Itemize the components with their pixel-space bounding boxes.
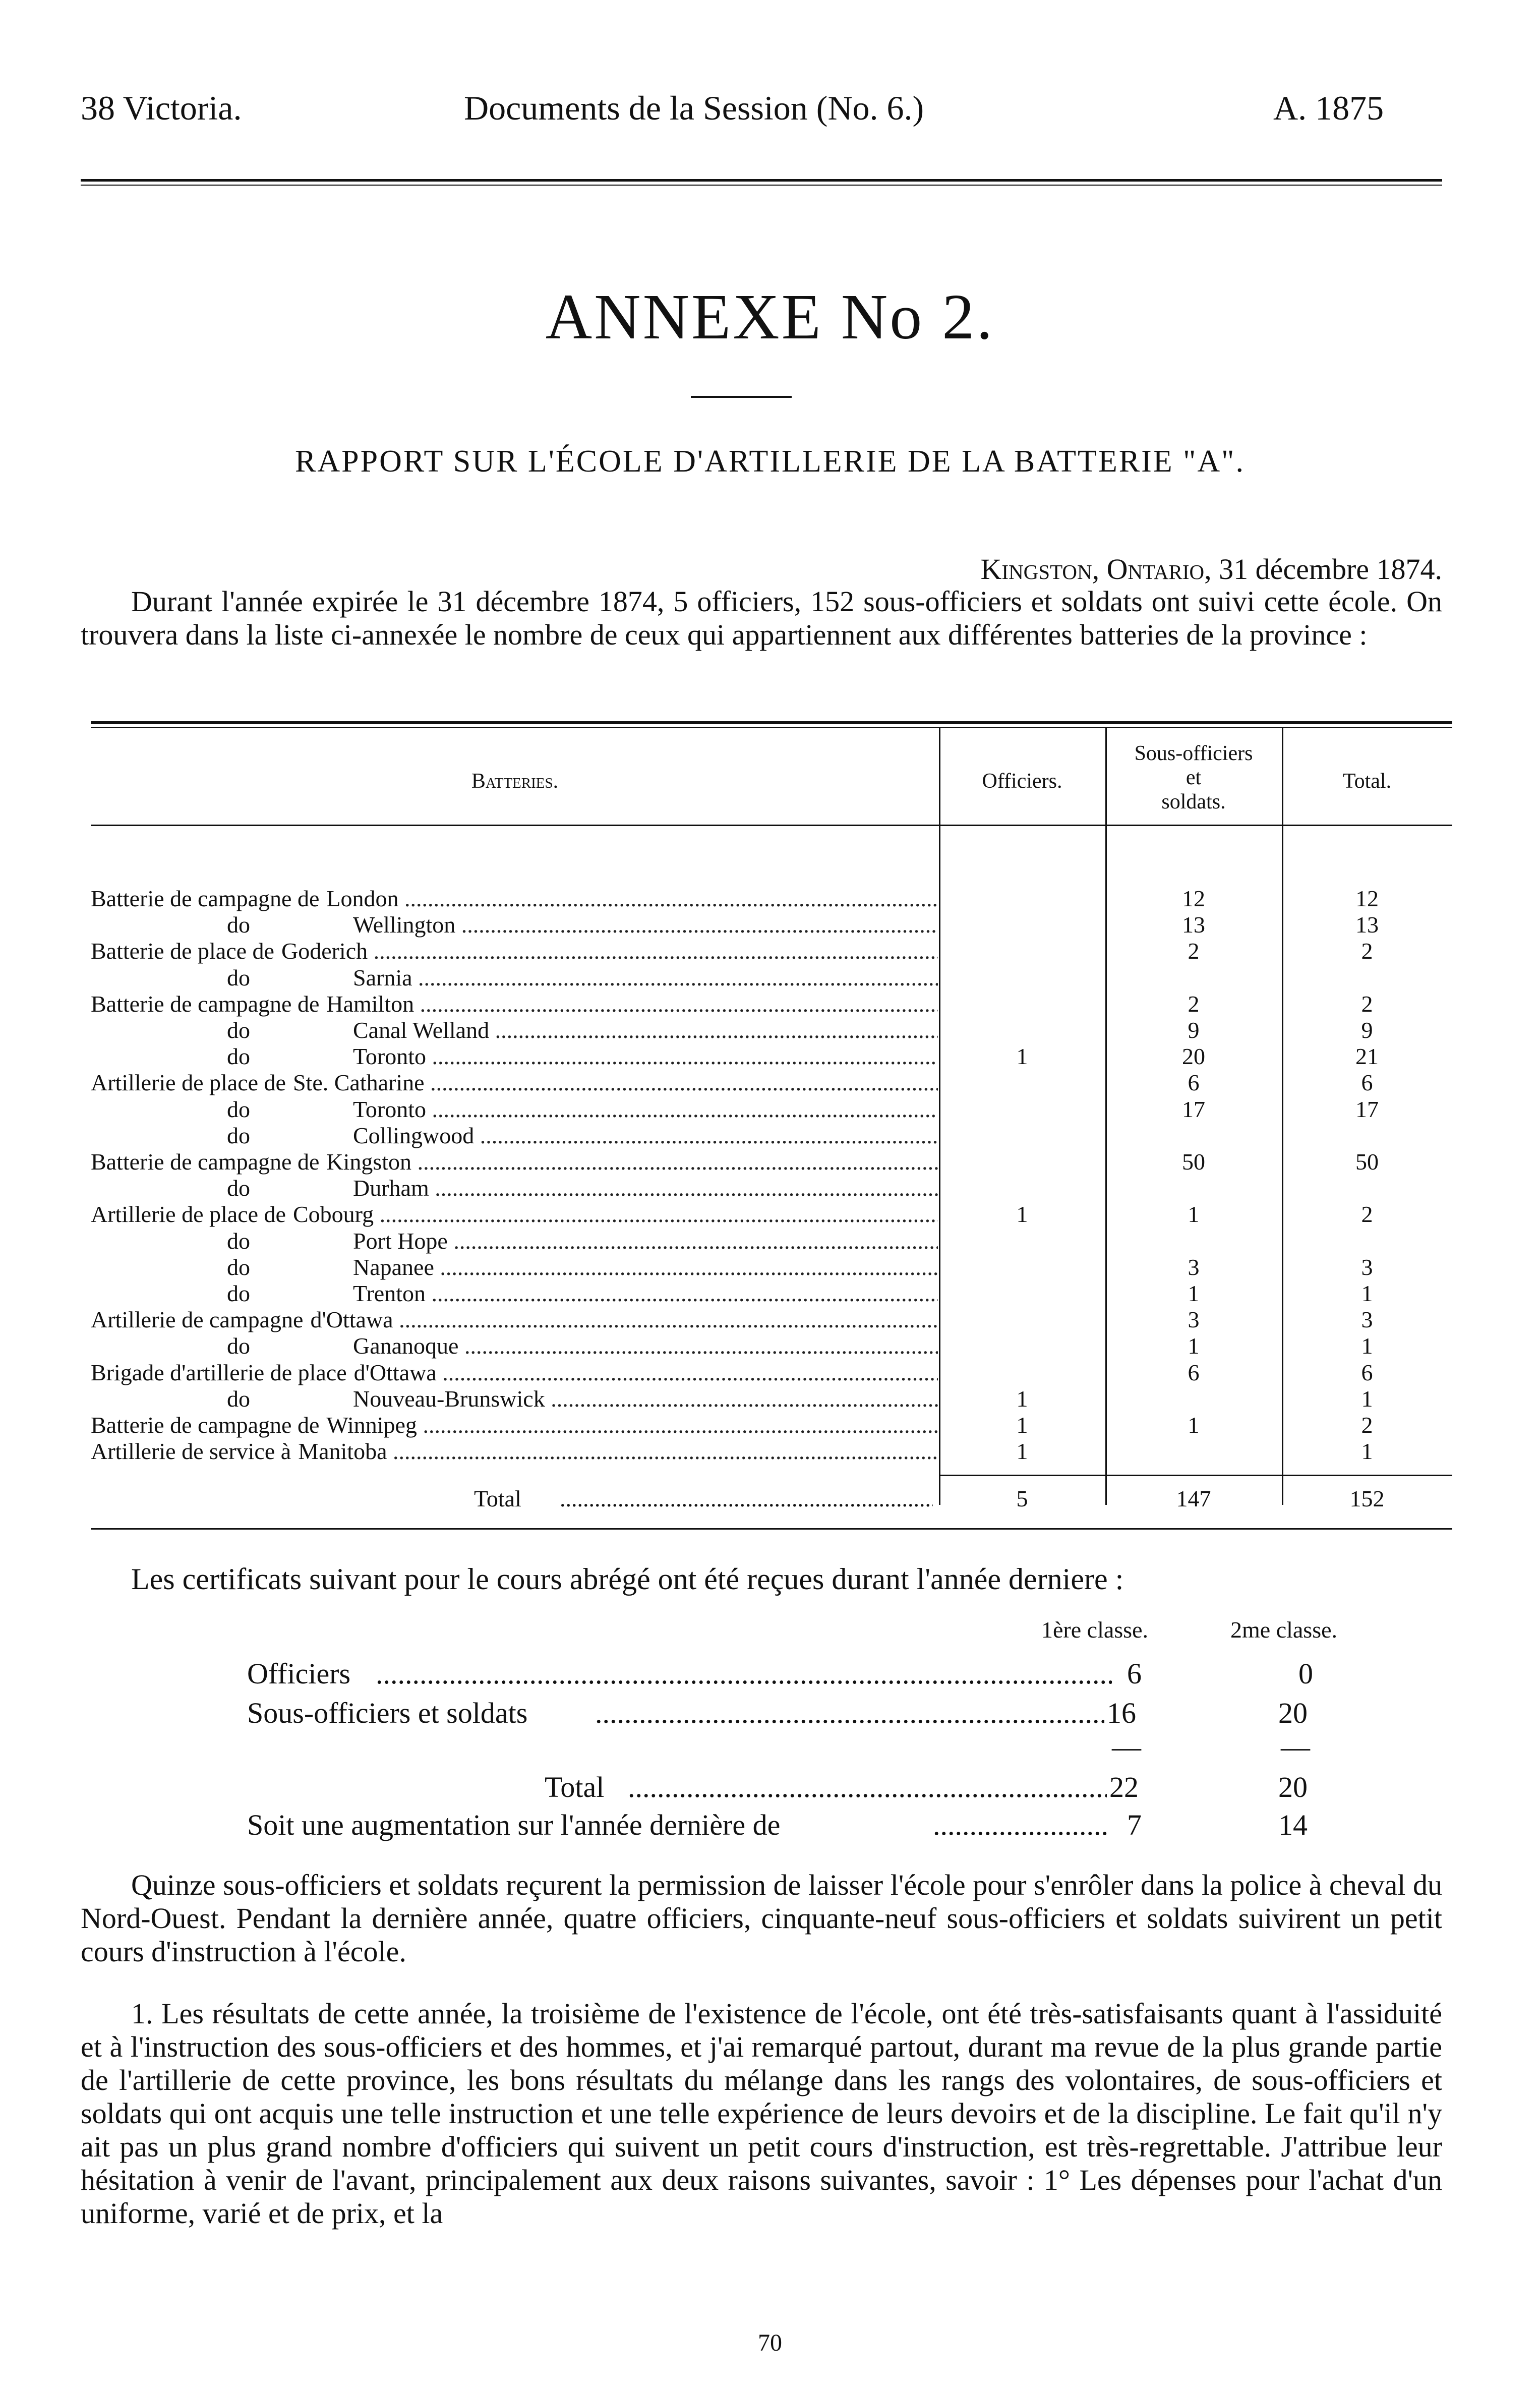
- row-total: 1: [1361, 1438, 1373, 1465]
- row-nco: 9: [1188, 1017, 1200, 1043]
- cert-row-officers-c1: 6: [1127, 1657, 1142, 1690]
- cert-dash-c2: —: [1281, 1730, 1310, 1763]
- row-nco: 1: [1188, 1280, 1200, 1306]
- table-row: [91, 1069, 1452, 1095]
- row-name: [91, 885, 938, 912]
- row-prefix: Artillerie de place de: [91, 1070, 286, 1096]
- table-row: [91, 1043, 1452, 1069]
- row-name: [91, 1359, 938, 1386]
- row-name: [91, 938, 938, 964]
- total-row-label: Total: [474, 1486, 521, 1511]
- cert-dash-c1: —: [1112, 1730, 1141, 1763]
- total-row-leader: [560, 1485, 933, 1512]
- cert-increase-label: Soit une augmentation sur l'année dernière de: [247, 1809, 781, 1841]
- header-nco-line2: et: [1186, 766, 1202, 789]
- title-divider: [691, 396, 792, 398]
- cert-col2-header: 2me classe.: [1230, 1617, 1338, 1643]
- row-total: 6: [1361, 1070, 1373, 1096]
- table-rule-top-thin: [91, 727, 1452, 728]
- row-name: [91, 1228, 938, 1254]
- cert-total-label: Total: [545, 1771, 605, 1803]
- row-total: 2: [1361, 938, 1373, 964]
- cert-increase-leader: [933, 1808, 1107, 1842]
- total-total: 152: [1349, 1486, 1385, 1511]
- row-name: [91, 1043, 938, 1070]
- dateline: [746, 552, 1442, 586]
- row-total: 17: [1355, 1096, 1379, 1122]
- row-total: 9: [1361, 1017, 1373, 1043]
- row-total: 1: [1361, 1280, 1373, 1306]
- row-place: Cobourg: [292, 1201, 374, 1228]
- total-nco: 147: [1176, 1486, 1211, 1511]
- table-row: [91, 1254, 1452, 1280]
- table-row: [91, 1385, 1452, 1412]
- row-place: Goderich: [281, 938, 368, 964]
- table-row: [91, 964, 1452, 990]
- row-name: [91, 1201, 938, 1228]
- table-row: [91, 1175, 1452, 1201]
- row-name: [91, 1122, 938, 1149]
- header-nco-line3: soldats.: [1161, 790, 1226, 813]
- table-row: [91, 1122, 1452, 1148]
- row-officers: 1: [1016, 1385, 1028, 1412]
- row-place: Trenton: [353, 1280, 426, 1306]
- row-total: 1: [1361, 1385, 1373, 1412]
- table-row: [91, 885, 1452, 911]
- row-place: d'Ottawa: [310, 1307, 393, 1333]
- table-row: [91, 1017, 1452, 1043]
- total-officers: 5: [1016, 1486, 1028, 1511]
- row-total: 50: [1355, 1149, 1379, 1175]
- row-prefix: do: [227, 1333, 250, 1359]
- intro-paragraph: Durant l'année expirée le 31 décembre 1874, 5 officiers, 152 sous-officiers et soldats ont suivi cette école. On trouvera dans la liste ci-annexée le nombre de ceux qui appartiennent aux différentes batteries de la province :: [81, 585, 1442, 651]
- table-rule-top: [91, 721, 1452, 724]
- row-total: 3: [1361, 1254, 1373, 1280]
- row-name: [91, 1254, 938, 1280]
- row-prefix: Brigade d'artillerie de place: [91, 1359, 347, 1385]
- row-officers: 1: [1016, 1043, 1028, 1070]
- header-nco: [1105, 741, 1282, 814]
- header-center: Documents de la Session (No. 6.): [464, 89, 924, 127]
- row-nco: 2: [1188, 990, 1200, 1017]
- row-name: [91, 1438, 938, 1465]
- row-prefix: do: [227, 1017, 250, 1043]
- row-total: 2: [1361, 1412, 1373, 1438]
- cert-total-c1: 22: [1109, 1771, 1139, 1803]
- row-prefix: Batterie de campagne de: [91, 1412, 320, 1438]
- dateline-place: Kingston, Ontario,: [980, 553, 1212, 586]
- row-officers: 1: [1016, 1201, 1028, 1228]
- row-place: London: [326, 886, 399, 911]
- table-row: [91, 1096, 1452, 1122]
- row-place: Toronto: [353, 1043, 426, 1070]
- cert-row-nco-label: Sous-officiers et soldats: [247, 1697, 528, 1729]
- row-name: [91, 1412, 938, 1438]
- row-place: Gananoque: [353, 1333, 459, 1359]
- row-nco: 13: [1182, 912, 1205, 938]
- row-total: 2: [1361, 1201, 1373, 1228]
- table-header-rule: [91, 825, 1452, 826]
- row-name: [91, 1175, 938, 1201]
- row-nco: 17: [1182, 1096, 1205, 1122]
- row-prefix: do: [227, 1228, 250, 1254]
- row-officers: 1: [1016, 1412, 1028, 1438]
- table-row: [91, 1201, 1452, 1227]
- row-place: Hamilton: [326, 990, 414, 1017]
- table-row: [91, 938, 1452, 964]
- table-row: [91, 1306, 1452, 1332]
- row-nco: 20: [1182, 1043, 1205, 1070]
- row-total: 21: [1355, 1043, 1379, 1070]
- row-name: [91, 1017, 938, 1043]
- cert-row-officers-leader: [376, 1657, 1112, 1690]
- report-title: RAPPORT SUR L'ÉCOLE D'ARTILLERIE DE LA BATTERIE "A".: [294, 444, 1245, 479]
- row-name: [91, 1385, 938, 1412]
- row-prefix: do: [227, 1122, 250, 1148]
- row-nco: 12: [1182, 886, 1205, 911]
- row-place: Winnipeg: [326, 1412, 417, 1438]
- row-place: Toronto: [353, 1096, 426, 1122]
- batteries-table: [91, 721, 1452, 1543]
- row-place: Port Hope: [353, 1228, 448, 1254]
- row-place: Canal Welland: [353, 1017, 490, 1043]
- cert-total-c2: 20: [1278, 1771, 1308, 1803]
- row-prefix: Batterie de campagne de: [91, 1149, 320, 1175]
- table-row: [91, 911, 1452, 938]
- row-nco: 6: [1188, 1070, 1200, 1096]
- cert-total-leader: [628, 1770, 1107, 1804]
- row-nco: 50: [1182, 1149, 1205, 1175]
- annex-title: ANNEXE No 2.: [545, 281, 995, 353]
- cert-increase-c1: 7: [1127, 1809, 1142, 1841]
- header-total: Total.: [1342, 770, 1392, 793]
- row-name: [91, 1096, 938, 1123]
- table-total-rule: [939, 1475, 1452, 1476]
- table-body: [91, 885, 1452, 1465]
- row-prefix: do: [227, 1385, 250, 1412]
- row-total: 13: [1355, 912, 1379, 938]
- row-prefix: Artillerie de service à: [91, 1438, 291, 1465]
- row-prefix: do: [227, 1254, 250, 1280]
- row-prefix: Artillerie de place de: [91, 1201, 286, 1228]
- row-place: Ste. Catharine: [292, 1070, 425, 1096]
- dateline-date: 31 décembre 1874.: [1219, 553, 1442, 586]
- cert-col1-header: 1ère classe.: [1041, 1617, 1148, 1643]
- row-prefix: Batterie de campagne de: [91, 886, 320, 911]
- cert-row-nco-c1: 16: [1107, 1697, 1136, 1729]
- header-rule-bottom: [81, 185, 1442, 186]
- row-place: Durham: [353, 1175, 429, 1201]
- row-prefix: do: [227, 1175, 250, 1201]
- header-officers: Officiers.: [982, 770, 1062, 793]
- row-place: Sarnia: [353, 964, 412, 990]
- row-name: [91, 911, 938, 938]
- row-total: 2: [1361, 990, 1373, 1017]
- row-name: [91, 1148, 938, 1175]
- cert-row-officers-label: Officiers: [247, 1657, 351, 1690]
- cert-intro: Les certificats suivant pour le cours abrégé ont été reçues durant l'année derniere :: [131, 1562, 1124, 1596]
- row-place: Napanee: [353, 1254, 434, 1280]
- table-total-row: [91, 1485, 1452, 1511]
- header-batteries: Batteries.: [471, 770, 559, 793]
- table-rule-bottom: [91, 1528, 1452, 1530]
- paragraph-one: [81, 1997, 1442, 2230]
- row-name: [91, 1306, 938, 1333]
- table-row: [91, 1148, 1452, 1175]
- row-prefix: do: [227, 912, 250, 938]
- row-place: Kingston: [326, 1149, 412, 1175]
- header-right: A. 1875: [1273, 89, 1384, 127]
- row-name: [91, 1332, 938, 1359]
- row-total: 3: [1361, 1307, 1373, 1333]
- table-row: [91, 1412, 1452, 1438]
- table-row: [91, 1359, 1452, 1385]
- table-row: [91, 1228, 1452, 1254]
- header-left: 38 Victoria.: [81, 89, 242, 127]
- cert-row-nco-leader: [595, 1696, 1104, 1730]
- row-prefix: Batterie de place de: [91, 938, 274, 964]
- row-prefix: Artillerie de campagne: [91, 1307, 304, 1333]
- cert-row-nco-c2: 20: [1278, 1697, 1308, 1729]
- row-total: 12: [1355, 886, 1379, 911]
- row-place: Manitoba: [298, 1438, 387, 1465]
- row-nco: 3: [1188, 1254, 1200, 1280]
- paragraph-quinze: Quinze sous-officiers et soldats reçurent la permission de laisser l'école pour s'enrôler dans la police à cheval du Nord-Ouest. Pendant la dernière année, quatre officiers, cinquante-neuf sous-officiers et soldats suivirent un petit cours d'instruction à l'école.: [81, 1869, 1442, 1968]
- paragraph-one-text: Les résultats de cette année, la troisième de l'existence de l'école, ont été très-satisfaisants quant à l'assiduité et à l'instruction des sous-officiers et des hommes, et j'ai remarqué partout, durant ma revue de la plus grande partie de l'artillerie de cette province, les bons résultats du mélange dans les rangs des volontaires, de sous-officiers et soldats qui ont acquis une telle instruction et une telle expérience de leurs devoirs et de la discipline. Le fait qu'il n'y ait pas un plus grand nombre d'officiers qui suivent un petit cours d'instruction, est très-regrettable. J'attribue leur hésitation à venir de l'avant, principalement aux deux raisons suivantes, savoir : 1° Les dépenses pour l'achat d'un uniforme, varié et de prix, et la: [81, 1997, 1442, 2230]
- row-total: 6: [1361, 1359, 1373, 1385]
- paragraph-one-number: 1.: [131, 1997, 153, 2030]
- table-row: [91, 990, 1452, 1017]
- row-place: Collingwood: [353, 1122, 475, 1148]
- page-number: 70: [758, 2329, 782, 2356]
- row-nco: 3: [1188, 1307, 1200, 1333]
- row-name: [91, 990, 938, 1017]
- row-prefix: Batterie de campagne de: [91, 990, 320, 1017]
- row-name: [91, 1280, 938, 1307]
- row-total: 1: [1361, 1333, 1373, 1359]
- row-place: Wellington: [353, 912, 456, 938]
- row-place: d'Ottawa: [353, 1359, 437, 1385]
- row-nco: 2: [1188, 938, 1200, 964]
- row-nco: 1: [1188, 1333, 1200, 1359]
- header-nco-line1: Sous-officiers: [1134, 742, 1253, 765]
- row-nco: 1: [1188, 1412, 1200, 1438]
- row-prefix: do: [227, 1043, 250, 1070]
- row-nco: 6: [1188, 1359, 1200, 1385]
- cert-increase-c2: 14: [1278, 1809, 1308, 1841]
- row-name: [91, 1069, 938, 1096]
- row-prefix: do: [227, 1280, 250, 1306]
- row-name: [91, 964, 938, 991]
- row-prefix: do: [227, 1096, 250, 1122]
- row-place: Nouveau-Brunswick: [353, 1385, 545, 1412]
- row-nco: 1: [1188, 1201, 1200, 1228]
- table-row: [91, 1280, 1452, 1306]
- row-officers: 1: [1016, 1438, 1028, 1465]
- header-rule-top: [81, 179, 1442, 182]
- cert-row-officers-c2: 0: [1298, 1657, 1313, 1690]
- row-prefix: do: [227, 964, 250, 990]
- table-row: [91, 1438, 1452, 1464]
- table-row: [91, 1332, 1452, 1359]
